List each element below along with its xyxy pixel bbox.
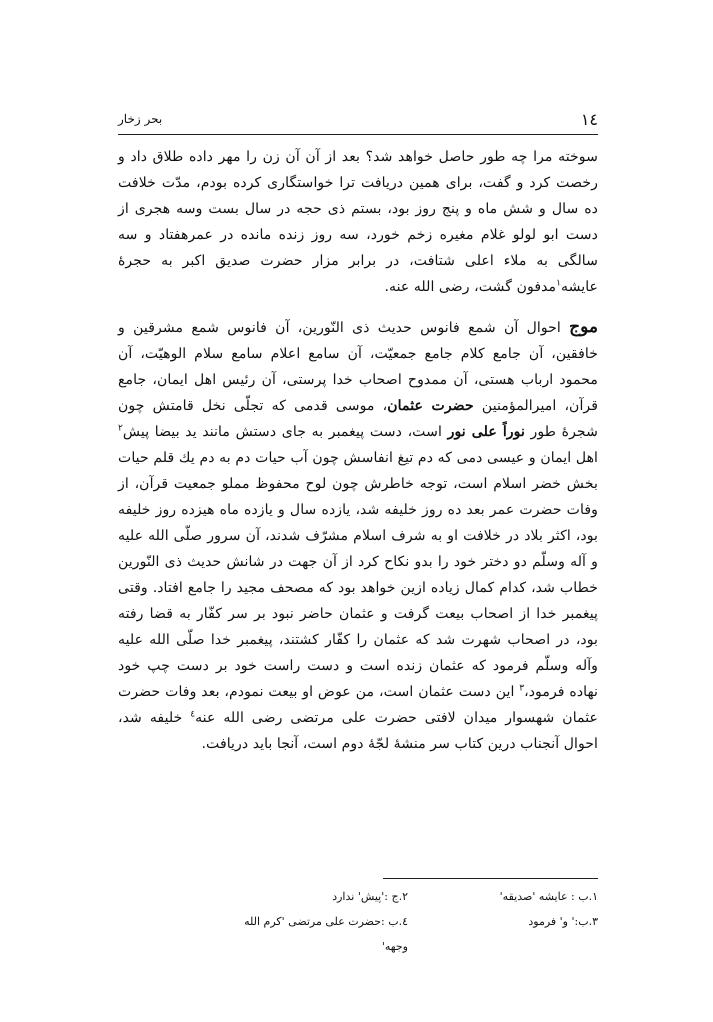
text-line: خود نهاده فرمود، — [118, 658, 598, 700]
footnote-3: ٣.ب:' و' فرمود — [528, 915, 598, 928]
text-line: علیه وآله وسلّم فرمود که عثمان زنده است و دست راست خود بر دست چپ — [118, 632, 598, 674]
text-line: خلیفه — [149, 710, 191, 726]
footnote-row — [118, 909, 598, 959]
text-line: بخش خضر اسلام است، توجه خاطرش چون لوح محفوظ مملو جمعیت قرآن، از — [118, 476, 598, 492]
footnote-4: ٤.ب :حضرت علی مرتضی 'کرم الله وجهه' — [244, 915, 408, 953]
header-rule — [118, 134, 598, 135]
page-number: ١٤ — [580, 110, 598, 129]
footnote-1: ١.ب : عایشه 'صدیقه' — [499, 890, 598, 903]
text-line: سوخته مرا چه طور حاصل خواهد شد؟ بعد از آن آن زن را مهر داده طلاق داد و — [118, 149, 598, 165]
text-line: این دست عثمان است، من عوض او بیعت نمودم، بعد وفات — [165, 684, 520, 700]
footnote-marker: ١ — [556, 278, 561, 289]
text-line: رفته بود، در اصحاب شهرت شد که عثمان را کفّار کشتند، پیغمبر خدا صلّی الله — [118, 606, 598, 648]
main-text — [118, 144, 598, 757]
text-line: عایشه — [561, 279, 598, 295]
footnote-rule — [383, 878, 598, 879]
highlighted-phrase: نوراً علی نور — [447, 424, 525, 440]
section-lead-word: موج — [569, 317, 599, 337]
paragraph-1 — [118, 144, 598, 300]
text-line: وسلّم دو دختر خود را بدو نکاح کرد از آن جهت در شانش حدیث ذی النّورین — [118, 554, 565, 570]
text-line: خلافت ده سال و شش ماه و پنج روز بود، بستم ذی حجه در سال بست وسه هجری — [118, 175, 598, 217]
text-line: مدفون گشت، رضی الله عنه. — [384, 279, 557, 295]
text-line: حضرت عثمان شهسوار میدان لافتی حضرت علی مرتضی رضی الله عنه — [118, 684, 598, 726]
footnote-2: ٢.ج :'پیش' ندارد — [332, 890, 408, 903]
text-line: قرآن، امیرالمؤمنین — [473, 398, 598, 414]
text-line: اهل ایمان و عیسی دمی که دم تیغ انفاسش چون آب حیات دم به دم یك قلم حیات — [118, 450, 598, 466]
text-line: شجرۀ طور — [524, 424, 598, 440]
text-line: از دست ابو لولو غلام مغیره زخم خورد، سه روز زنده مانده در عمرهفتاد و سه — [118, 201, 598, 243]
text-line: اکثر بلاد در خلافت او به شرف اسلام مشرّف شدند، آن سرور صلّی الله علیه و آله — [118, 528, 598, 570]
paragraph-2 — [118, 314, 598, 757]
text-line: محمود ارباب هستی، آن ممدوح اصحاب خدا پرستی، آن رئیس اهل ایمان، جامع — [118, 372, 598, 388]
text-line: وقتی پیغمبر خدا از اصحاب بیعت گرفت و عثمان حاضر نبود بر سر کفّار به قضا — [118, 580, 598, 622]
text-line: ، موسی قدمی که تجلّی نخل قامتش چون — [118, 398, 388, 414]
text-line: وفات حضرت عمر بعد ده روز خلیفه شد، یازده سال و یازده ماه هیزده روز خلیفه بود، — [118, 502, 598, 544]
highlighted-name: حضرت عثمان — [387, 398, 474, 414]
text-line: خطاب شد، کدام کمال زیاده ازین خواهد بود که مصحف مجید را جامع افتاد. — [152, 580, 598, 596]
text-line: رخصت کرد و گفت، برای همین دریافت ترا خواستگاری کرده بودم، مدّت — [161, 175, 599, 191]
text-line: و خافقین، آن جامع کلام جامع جمعیّت، آن سامع اعلام سامع سلام الوهیّت، آن — [118, 320, 598, 362]
text-line: شد، احوال آنجناب درین کتاب سر منشۀ لجّۀ دوم است، آنجا باید دریافت. — [118, 710, 598, 752]
footnote-marker: ٢ — [118, 423, 123, 434]
footnotes — [118, 884, 598, 959]
footnote-marker: ٣ — [519, 683, 525, 694]
text-line: سالگی به ملاء اعلی شتافت، در برابر مزار حضرت صدیق اکبر به حجرۀ — [118, 253, 598, 269]
footnote-row — [118, 884, 598, 909]
text-line: است، دست پیغمبر به جای دستش مانند ید بیضا پیش — [122, 424, 448, 440]
footnote-marker: ٤ — [190, 709, 196, 720]
page-header — [118, 110, 598, 130]
running-title: بحر زخار — [118, 112, 163, 126]
text-line: احوال آن شمع فانوس حدیث ذی النّورین، آن فانوس شمع مشرقین — [133, 320, 570, 336]
